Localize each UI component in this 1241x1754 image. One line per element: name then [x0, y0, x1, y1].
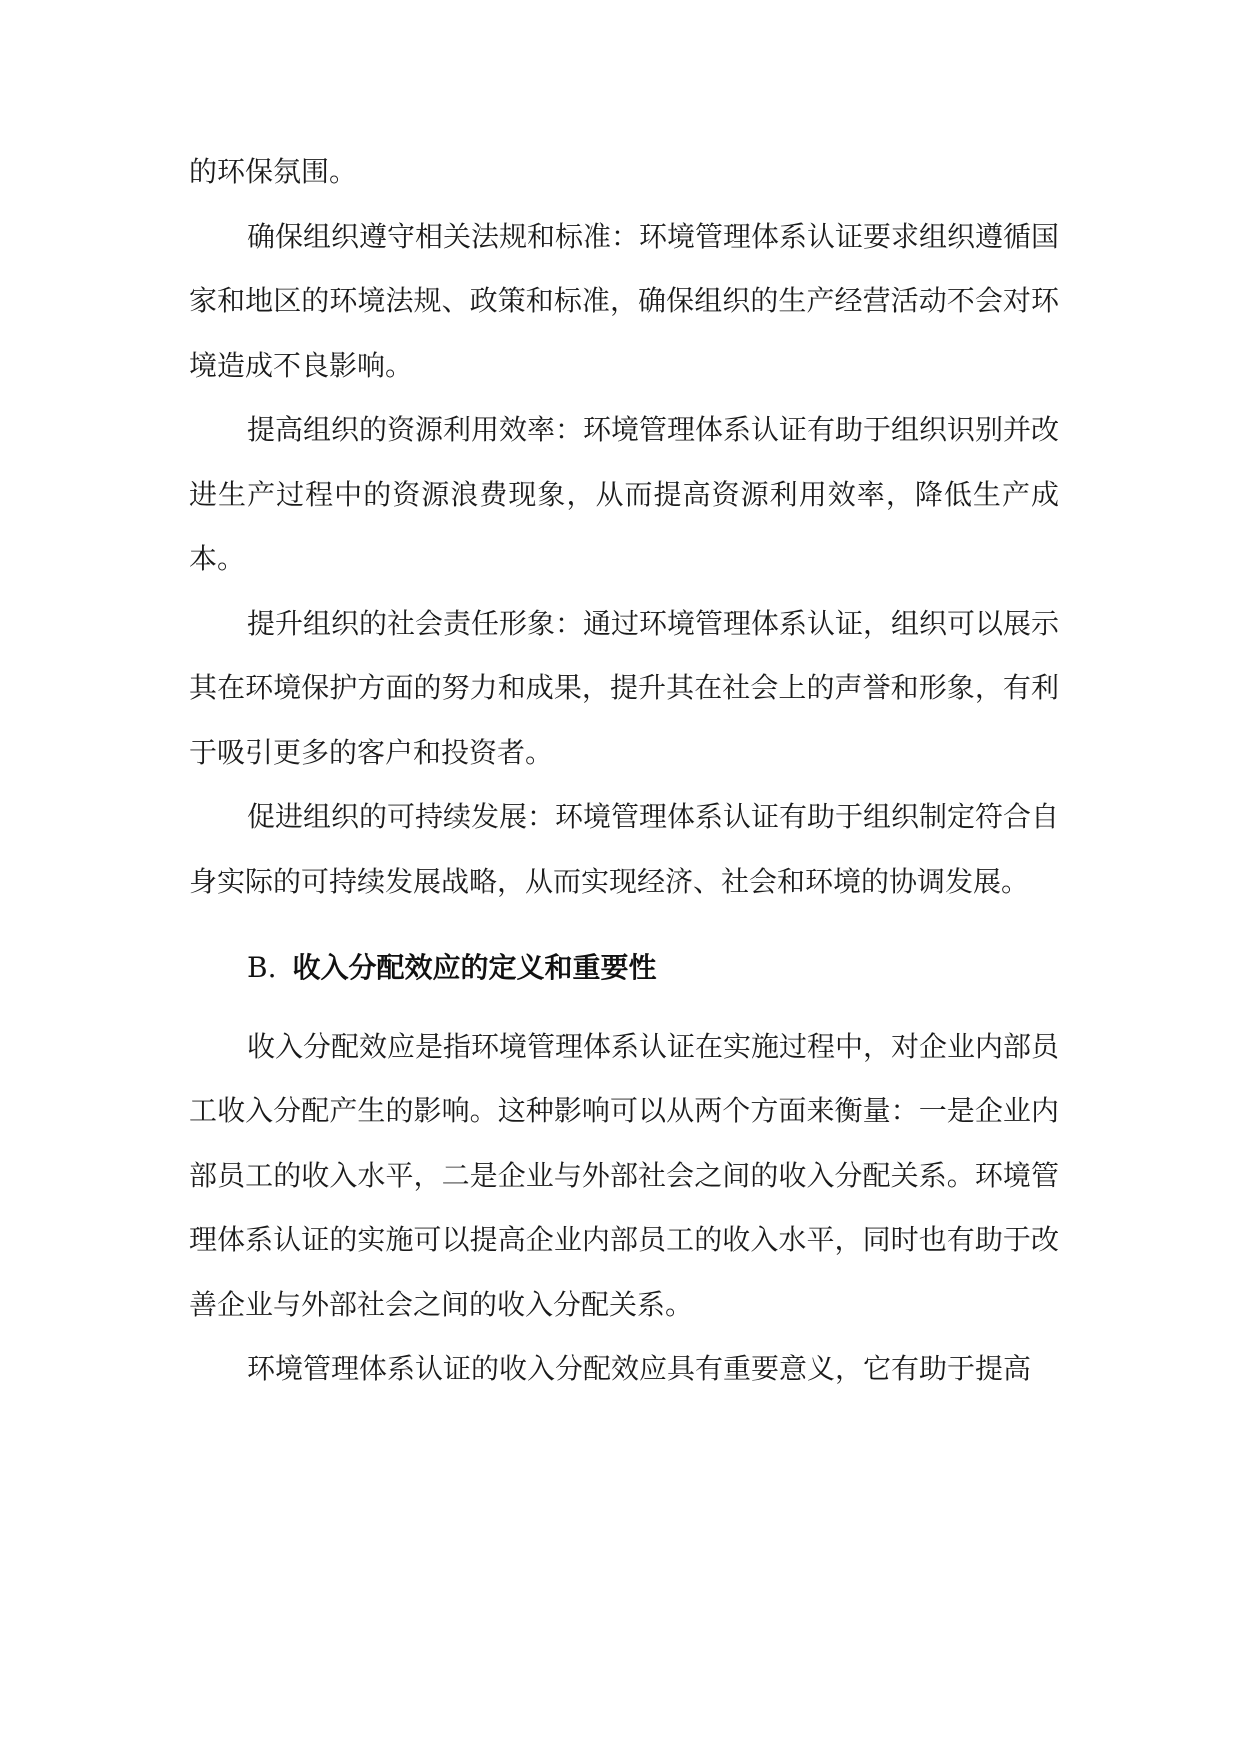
- paragraph-resource-efficiency: 提高组织的资源利用效率：环境管理体系认证有助于组织识别并改进生产过程中的资源浪费现象，从而提高资源利用效率，降低生产成本。: [189, 413, 1060, 575]
- continuation-paragraph: 的环保氛围。: [189, 155, 358, 188]
- paragraph-income-distribution-definition: 收入分配效应是指环境管理体系认证在实施过程中，对企业内部员工收入分配产生的影响。这种影响可以从两个方面来衡量：一是企业内部员工的收入水平，二是企业与外部社会之间的收入分配关系。环境管理体系认证的实施可以提高企业内部员工的收入水平，同时也有助于改善企业与外部社会之间的收入分配关系。: [189, 1029, 1060, 1321]
- section-label: B.: [247, 951, 277, 984]
- paragraph-income-distribution-importance: 环境管理体系认证的收入分配效应具有重要意义，它有助于提高: [247, 1352, 1032, 1385]
- document-body: [189, 140, 1059, 1402]
- paragraph-sustainable-development: 促进组织的可持续发展：环境管理体系认证有助于组织制定符合自身实际的可持续发展战略，从而实现经济、社会和环境的协调发展。: [189, 800, 1060, 898]
- section-title: 收入分配效应的定义和重要性: [292, 951, 657, 984]
- paragraph-compliance: 确保组织遵守相关法规和标准：环境管理体系认证要求组织遵循国家和地区的环境法规、政策和标准，确保组织的生产经营活动不会对环境造成不良影响。: [189, 219, 1060, 382]
- section-heading: [189, 936, 1059, 1001]
- paragraph-social-responsibility: 提升组织的社会责任形象：通过环境管理体系认证，组织可以展示其在环境保护方面的努力和成果，提升其在社会上的声誉和形象，有利于吸引更多的客户和投资者。: [189, 606, 1060, 769]
